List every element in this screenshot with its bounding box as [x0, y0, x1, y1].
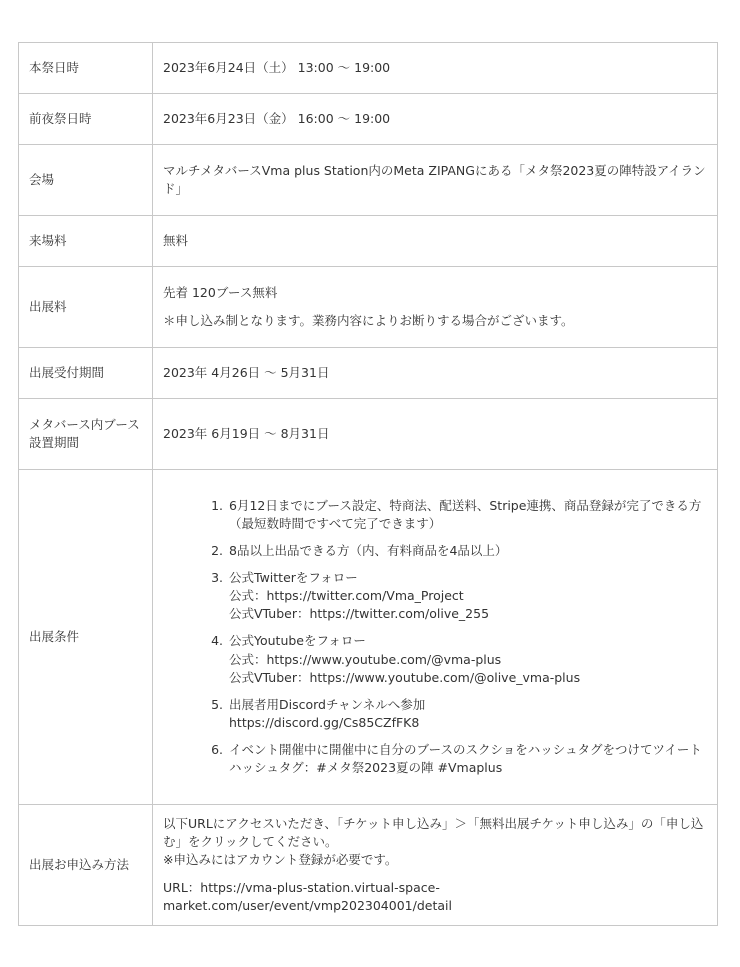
venue-label: 会場	[19, 145, 153, 216]
row-conditions	[19, 470, 718, 805]
exhibit-fee-line1: 先着 120ブース無料	[163, 284, 278, 300]
row-exhibit-fee	[19, 267, 718, 348]
row-main-date	[19, 43, 718, 94]
conditions-label: 出展条件	[19, 470, 153, 805]
condition-text: 2. 8品以上出品できる方（内、有料商品を4品以上）	[229, 542, 508, 558]
main-date-label: 本祭日時	[19, 43, 153, 94]
how-to-apply-url: URL：https://vma-plus-station.virtual-space-market.com/user/event/vmp202304001/detail	[163, 880, 452, 914]
exhibit-fee-label: 出展料	[19, 267, 153, 348]
eve-date-label: 前夜祭日時	[19, 94, 153, 145]
row-how-to-apply	[19, 805, 718, 926]
twitter-vtuber-url: 公式VTuber：https://twitter.com/olive_255	[229, 606, 490, 622]
booth-period-label: メタバース内ブース設置期間	[19, 399, 153, 470]
conditions-list	[163, 497, 707, 778]
hashtag-text: ハッシュタグ：#メタ祭2023夏の陣 #Vmaplus	[229, 760, 503, 776]
admission-value: 無料	[153, 216, 718, 267]
main-date-value: 2023年6月24日（土） 13:00 〜 19:00	[153, 43, 718, 94]
venue-value: マルチメタバースVma plus Station内のMeta ZIPANGにある「メタ祭2023夏の陣特設アイランド」	[153, 145, 718, 216]
condition-item	[227, 497, 707, 533]
youtube-official-url: 公式：https://www.youtube.com/@vma-plus	[229, 651, 502, 667]
event-info-table	[18, 42, 718, 926]
row-application-period	[19, 348, 718, 399]
row-booth-period	[19, 399, 718, 470]
condition-item	[227, 632, 707, 686]
condition-text: 6. イベント開催中に開催中に自分のブースのスクショをハッシュタグをつけてツイート	[229, 742, 702, 758]
condition-text: 3. 公式Twitterをフォロー	[229, 570, 358, 586]
conditions-value	[153, 470, 718, 805]
row-eve-date	[19, 94, 718, 145]
condition-text: 4. 公式Youtubeをフォロー	[229, 633, 366, 649]
condition-item	[227, 569, 707, 623]
condition-item	[227, 741, 707, 777]
booth-period-value: 2023年 6月19日 〜 8月31日	[153, 399, 718, 470]
row-admission	[19, 216, 718, 267]
condition-item	[227, 696, 707, 732]
twitter-official-url: 公式：https://twitter.com/Vma_Project	[229, 588, 464, 604]
exhibit-fee-line2: ＊申し込み制となります。業務内容によりお断りする場合がございます。	[163, 313, 574, 328]
how-to-apply-line2: ※申込みにはアカウント登録が必要です。	[163, 851, 398, 867]
row-venue	[19, 145, 718, 216]
how-to-apply-line1: 以下URLにアクセスいただき、「チケット申し込み」＞「無料出展チケット申し込み」の「申し込む」をクリックしてください。	[163, 815, 704, 849]
how-to-apply-label: 出展お申込み方法	[19, 805, 153, 926]
application-period-value: 2023年 4月26日 〜 5月31日	[153, 348, 718, 399]
condition-item	[227, 542, 707, 560]
how-to-apply-value	[153, 805, 718, 926]
eve-date-value: 2023年6月23日（金） 16:00 〜 19:00	[153, 94, 718, 145]
discord-url: https://discord.gg/Cs85CZfFK8	[229, 714, 420, 730]
condition-text: 5. 出展者用Discordチャンネルへ参加	[229, 696, 426, 712]
youtube-vtuber-url: 公式VTuber：https://www.youtube.com/@olive_vma-plus	[229, 669, 581, 685]
admission-label: 来場料	[19, 216, 153, 267]
application-period-label: 出展受付期間	[19, 348, 153, 399]
condition-text: 1. 6月12日までにブース設定、特商法、配送料、Stripe連携、商品登録が完了できる方（最短数時間ですべて完了できます）	[229, 497, 702, 531]
exhibit-fee-value	[153, 267, 718, 348]
